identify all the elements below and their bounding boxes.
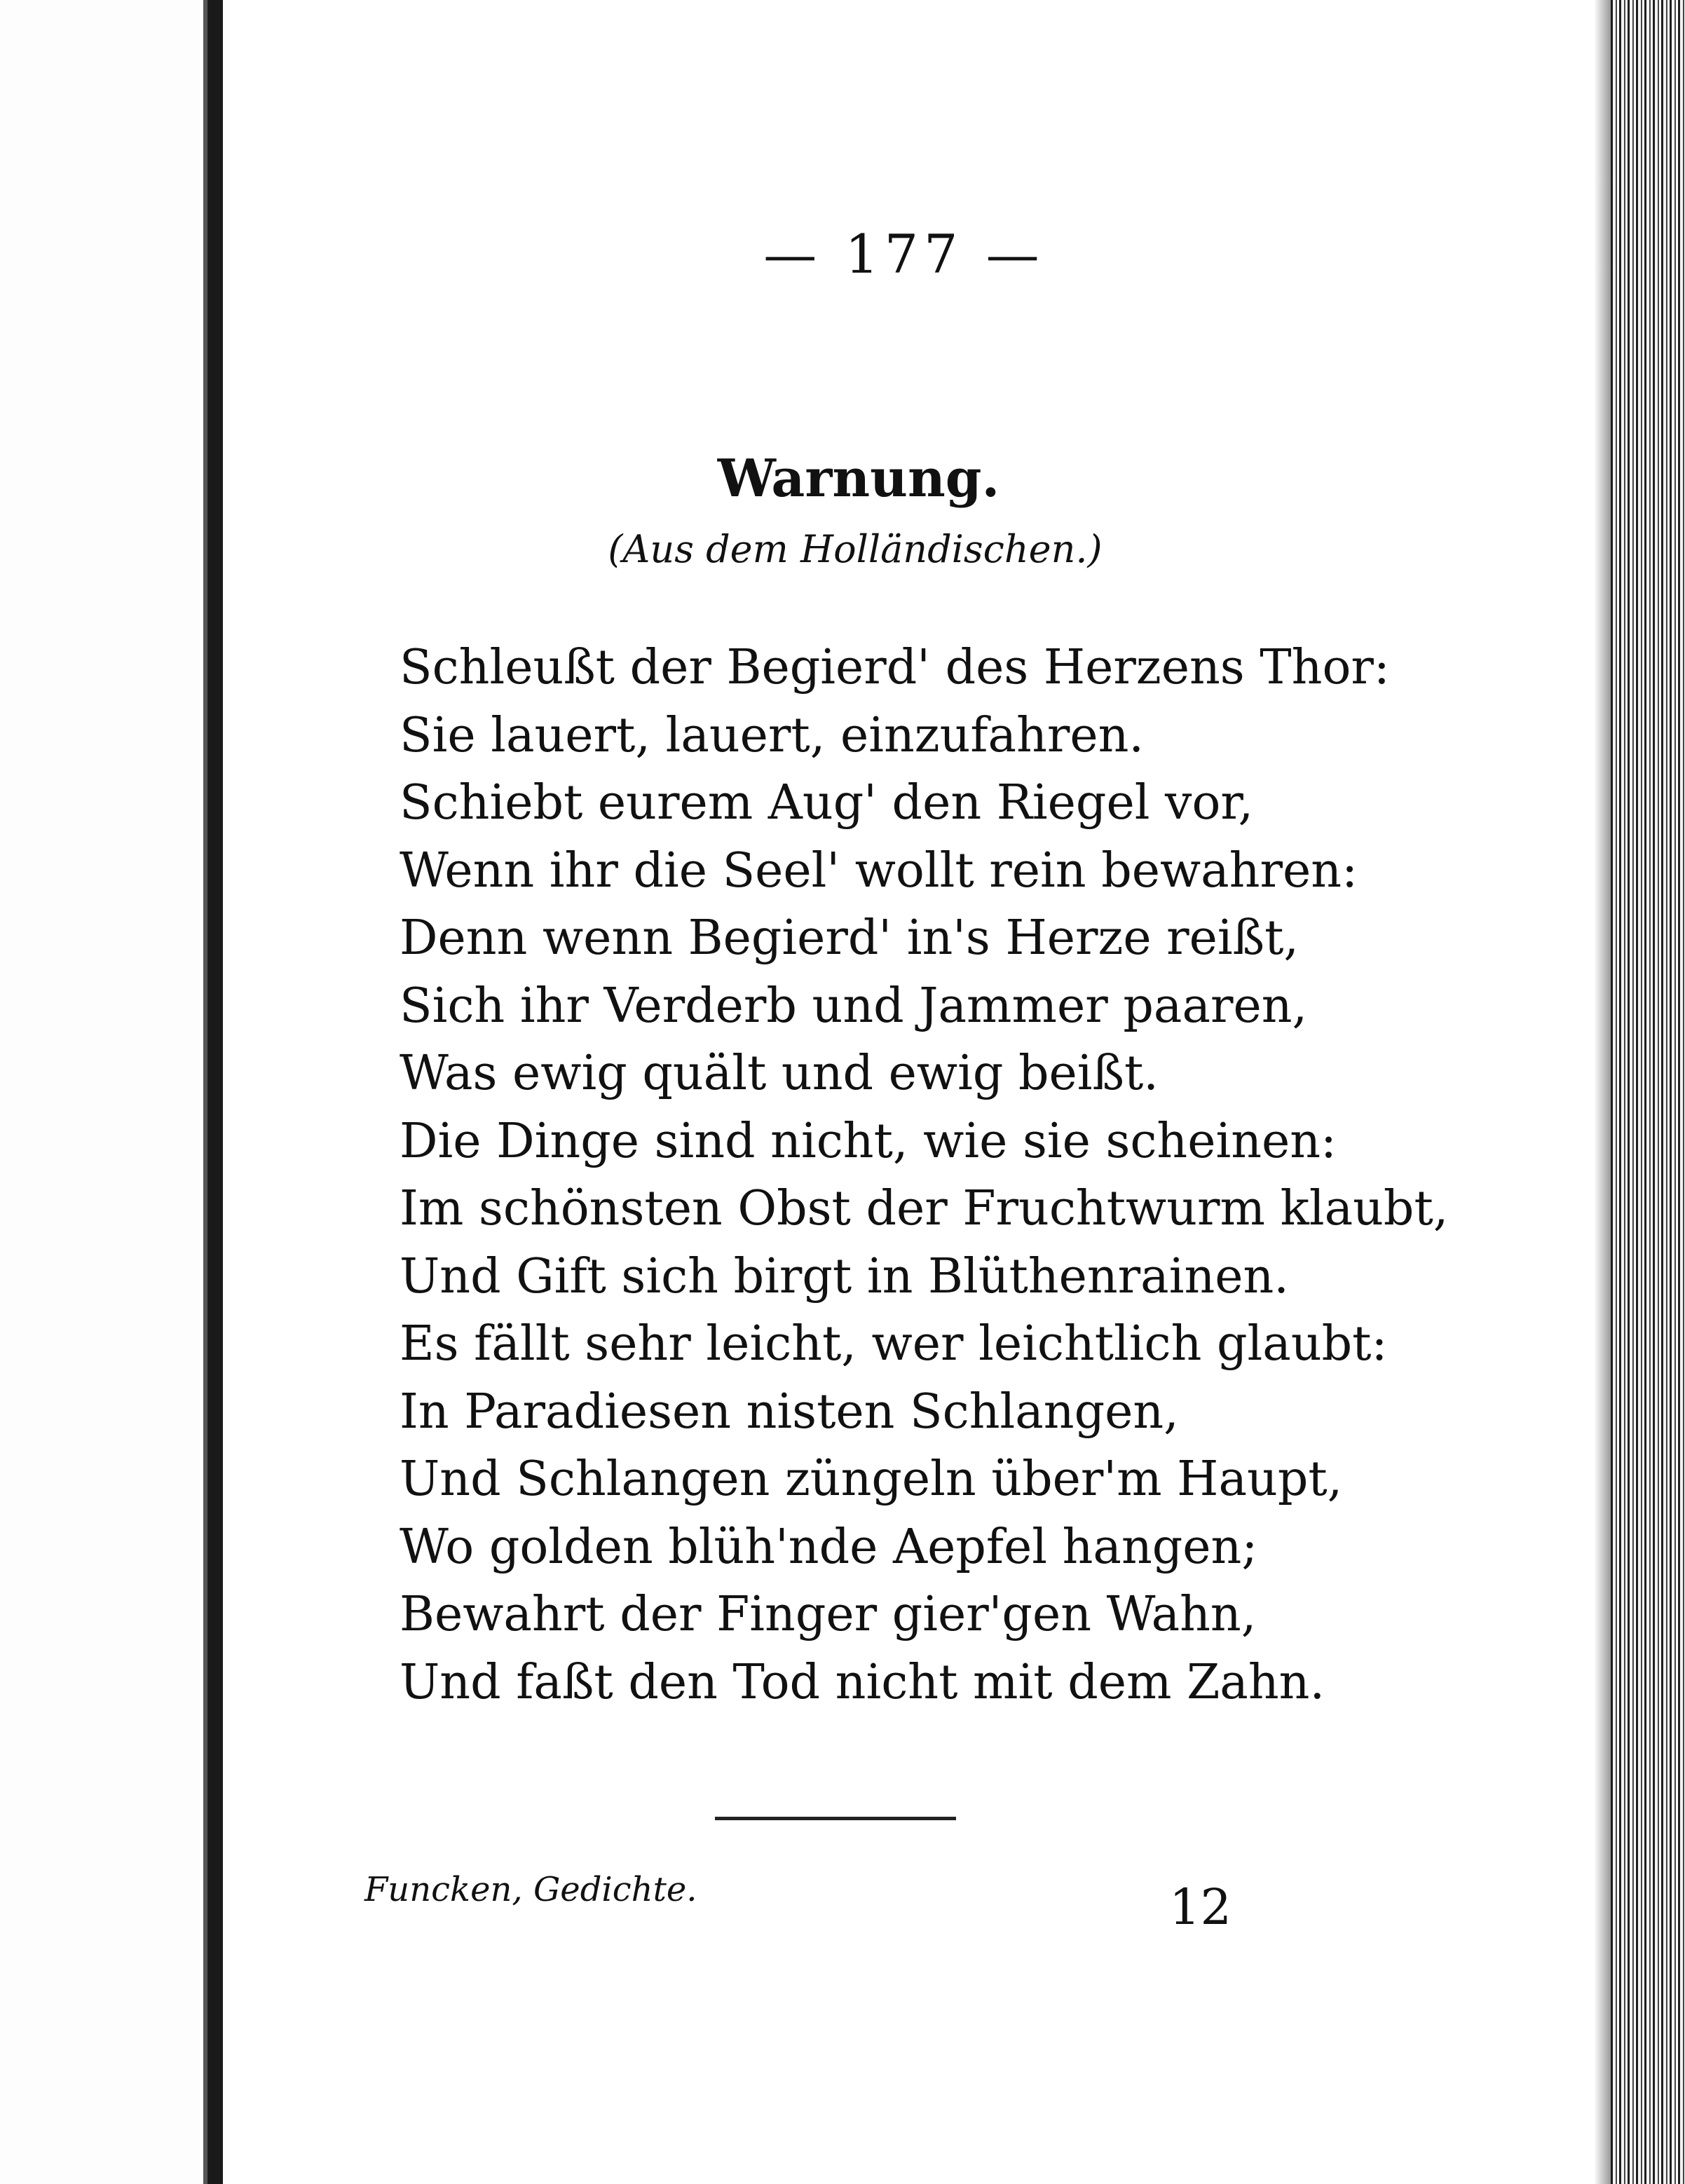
page-number: — 177 — [763, 223, 1045, 285]
poem-title: Warnung. [717, 449, 1000, 509]
poem-line: Und faßt den Tod nicht mit dem Zahn. [400, 1654, 1325, 1710]
poem-line: Denn wenn Begierd' in's Herze reißt, [400, 910, 1299, 966]
page-gutter-shadow [1594, 0, 1611, 2184]
end-rule [715, 1817, 956, 1820]
signature-mark: 12 [1169, 1878, 1232, 1936]
poem-line: Schiebt eurem Aug' den Riegel vor, [400, 775, 1254, 831]
poem-line: Was ewig quält und ewig beißt. [400, 1046, 1159, 1101]
poem-line: Die Dinge sind nicht, wie sie scheinen: [400, 1113, 1337, 1169]
poem-line: Es fällt sehr leicht, wer leichtlich glaubt: [400, 1316, 1388, 1372]
poem-line: In Paradiesen nisten Schlangen, [400, 1384, 1179, 1440]
poem-line: Im schönsten Obst der Fruchtwurm klaubt, [400, 1181, 1449, 1236]
poem-line: Wo golden blüh'nde Aepfel hangen; [400, 1519, 1258, 1575]
poem-body [400, 634, 1449, 1717]
poem-line: Sich ihr Verderb und Jammer paaren, [400, 978, 1308, 1034]
poem-line: Und Schlangen züngeln über'm Haupt, [400, 1452, 1343, 1507]
poem-subtitle: (Aus dem Holländischen.) [608, 527, 1103, 571]
poem-line: Sie lauert, lauert, einzufahren. [400, 707, 1145, 763]
poem-line: Bewahrt der Finger gier'gen Wahn, [400, 1587, 1257, 1642]
poem-line: Schleußt der Begierd' des Herzens Thor: [400, 640, 1390, 695]
footer-author: Funcken, Gedichte. [364, 1870, 697, 1909]
poem-line: Wenn ihr die Seel' wollt rein bewahren: [400, 842, 1358, 899]
page-edge-texture [1611, 0, 1685, 2184]
poem-line: Und Gift sich birgt in Blüthenrainen. [400, 1248, 1289, 1304]
left-page-margin [0, 0, 223, 2184]
